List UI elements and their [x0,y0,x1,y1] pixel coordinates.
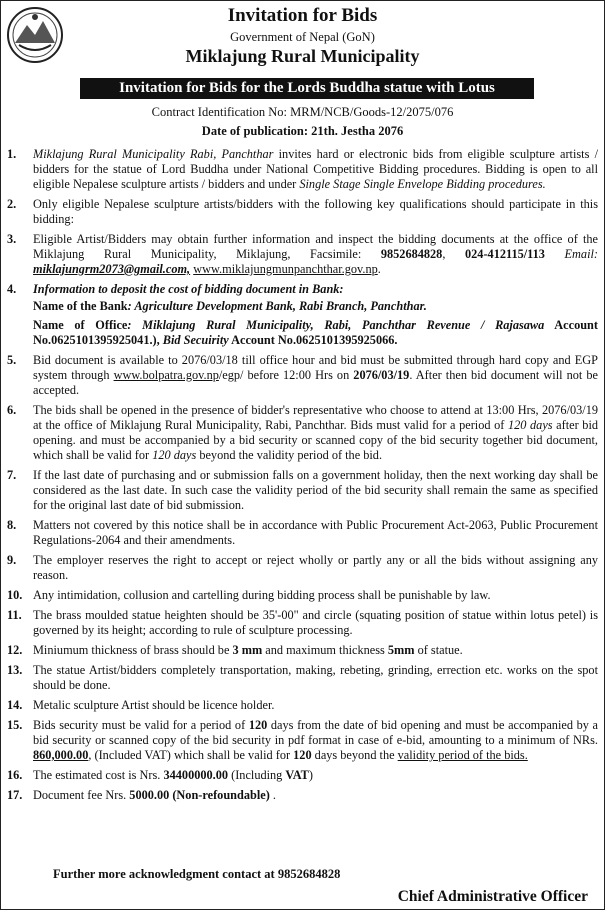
item-text: Only eligible Nepalese sculpture artists/bidders with the following key qualifications should participate in this bidding: [33,197,598,226]
bank-name-line [7,299,598,314]
item-number: 6. [7,403,17,417]
email-link[interactable]: miklajungrm2073@gmail.com, [33,262,191,276]
item-number: 8. [7,518,17,532]
item-text: of statue. [414,643,463,657]
item-text: If the last date of purchasing and or submission falls on a government holiday, then the next working day shall be considered as the last date. In such case the validity period of the bid security shall remain the same as specified for the original last date of bid submission. [33,468,598,512]
municipality-name: Miklajung Rural Municipality [185,46,420,66]
publication-date: Date of publication: 21th. Jestha 2076 [201,124,404,138]
item-text: Matters not covered by this notice shall be in accordance with Public Procurement Act-2063, Public Procurement Regulations-2064 and their amendments. [33,518,598,547]
estimated-cost: 34400000.00 [163,768,229,782]
item-number: 5. [7,353,17,367]
government-line: Government of Nepal (GoN) [230,30,375,44]
list-item [7,698,598,713]
notice-banner: Invitation for Bids for the Lords Buddha statue with Lotus [80,78,534,99]
bolpatra-link[interactable]: www.bolpatra.gov.np [113,368,219,382]
office-label: Name of Office [33,318,128,332]
item-text: after bid opening. and must be accompanied by a bid security or scanned copy of the bid security together bid document, which shall be valid for [33,418,599,462]
item-text: , [442,247,465,261]
item-text: Email: [544,247,598,261]
item-number: 15. [7,718,23,732]
list-item [7,403,598,463]
item-text: The estimated cost is Nrs. [33,768,164,782]
item-text: and maximum thickness [262,643,388,657]
item-text: . [269,788,276,802]
security-account: Account No.0625101395925066. [228,333,398,347]
item-text: beyond the validity period of the bid. [196,448,383,462]
security-label: Bid Secuirity [162,333,229,347]
item-text: (Including [228,768,286,782]
bank-value: : Agriculture Development Bank, Rabi Branch, Panchthar. [127,299,427,313]
list-item [7,282,598,297]
item-text: The brass moulded statue heighten should be 35'-00" and circle (squating position of statue within lotus petel) is governed by its height; according to rule of sculpture processing. [33,608,598,637]
list-item [7,518,598,548]
list-item [7,353,598,398]
item-number: 11. [7,608,22,622]
item-text: Single Stage Single Envelope Bidding procedures. [299,177,546,191]
min-thickness: 3 mm [232,643,263,657]
item-number: 2. [7,197,17,211]
list-item [7,147,598,192]
bank-label: Name of the Bank [33,299,128,313]
item-number: 7. [7,468,17,482]
list-item [7,232,598,277]
item-text: Eligible Artist/Bidders may obtain further information and inspect the bidding documents at the office of the Miklajung Rural Municipality, Miklajung, Facsimile: [33,232,598,261]
item-number: 12. [7,643,23,657]
signatory: Chief Administrative Officer [397,888,588,905]
item-text: validity period of the bids. [397,748,528,762]
fax-number: 9852684828 [380,247,443,261]
item-text: The statue Artist/bidders completely transportation, making, rebeting, grinding, errection etc. works on the spot should be done. [33,663,598,692]
list-item [7,768,598,783]
item-text: The bids shall be opened in the presence of bidder's representative who choose to attend at 13:00 Hrs, 2076/03/19 at the office of Miklajung Rural Municipality, Rabi, Panchthar. Bids must valid for a period of [33,403,598,432]
item-text: Bids security must be valid for a period of [33,718,249,732]
validity-days: 120 [293,748,312,762]
item-number: 17. [7,788,23,802]
revenue-label: Revenue / Rajasawa [426,318,545,332]
item-text: . [377,262,381,276]
list-item [7,663,598,693]
list-item [7,468,598,513]
list-item [7,553,598,583]
submission-date: 2076/03/19 [353,368,410,382]
item-text: Document fee Nrs. [33,788,130,802]
item-text: ) [308,768,313,782]
item-text: The employer reserves the right to accept or reject wholly or partly any or all the bids without assigning any reason. [33,553,598,582]
item-number: 16. [7,768,23,782]
item-number: 9. [7,553,17,567]
list-item [7,643,598,658]
item-text: invites hard or electronic bids from eligible sculpture artists / bidders for the statue of Lord Buddha under National Competitive Bidding procedures. Bidding is open to all eligible Nepalese sculpture artists / bidders and under [33,147,598,191]
item-text: , (Included VAT) which shall be valid for [88,748,294,762]
item-number: 13. [7,663,23,677]
item-number: 14. [7,698,23,712]
list-item [7,718,598,763]
item-text: Miklajung Rural Municipality Rabi, Panchthar [33,147,274,161]
contact-line: Further more acknowledgment contact at 9852684828 [53,867,341,881]
website-link[interactable]: www.miklajungmunpanchthar.gov.np [193,262,378,276]
item-text: days beyond the [311,748,398,762]
item-text: /egp/ before 12:00 Hrs on [218,368,354,382]
item-heading: Information to deposit the cost of bidding document in Bank: [33,282,344,296]
security-amount: 860,000.00 [33,748,89,762]
contract-identification: Contract Identification No: MRM/NCB/Goods-12/2075/076 [151,105,454,119]
office-value: : Miklajung Rural Municipality, Rabi, Panchthar [127,318,427,332]
max-thickness: 5mm [387,643,415,657]
list-item [7,608,598,638]
item-text: 120 days [507,418,553,432]
list-item [7,197,598,227]
list-item [7,788,598,803]
notice-title: Invitation for Bids [227,5,378,26]
item-number: 3. [7,232,17,246]
document-fee: 5000.00 (Non-refoundable) [129,788,270,802]
revenue-account: Account No.0625101395925041.), [33,318,598,347]
item-number: 10. [7,588,23,602]
item-text: days from the date of bid opening and must be accompanied by a bid security or scanned copy of the bid security in pdf format in case of e-bid, amounting to a minimum of NRs. [33,718,598,747]
item-text: . After then bid document will not be accepted. [33,368,598,397]
list-item [7,588,598,603]
item-text: Bid document is available to 2076/03/18 till office hour and bid must be submitted through hard copy and EGP system through [33,353,598,382]
item-text: VAT [285,768,309,782]
item-number: 1. [7,147,17,161]
office-name-line [7,318,598,348]
item-text: Any intimidation, collusion and cartelling during bidding process shall be punishable by law. [33,588,491,602]
item-text: Metalic sculpture Artist should be licence holder. [33,698,275,712]
item-text: Miniumum thickness of brass should be [33,643,233,657]
notice-items [7,147,598,808]
item-number: 4. [7,282,17,296]
validity-days: 120 [248,718,268,732]
phone-number: 024-412115/113 [465,247,545,261]
item-text: 120 days [152,448,197,462]
